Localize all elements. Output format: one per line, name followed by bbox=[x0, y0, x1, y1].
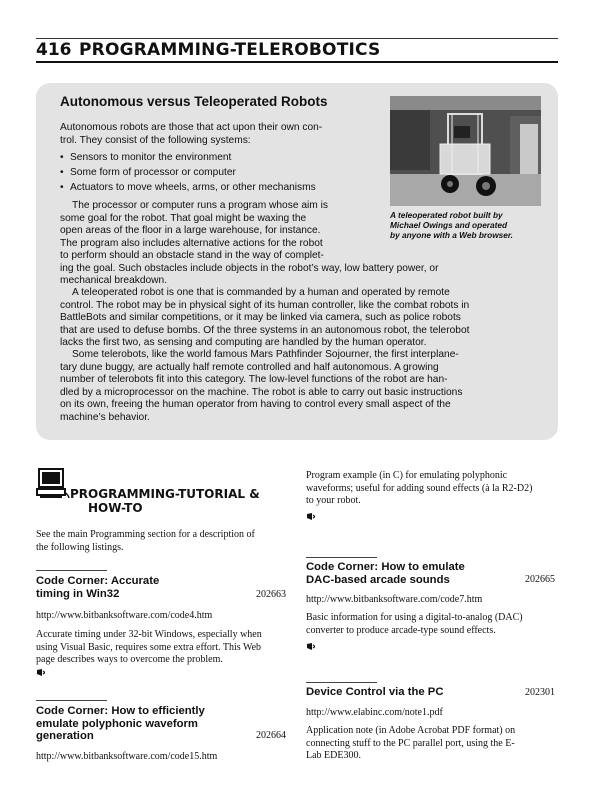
robot-photo-image bbox=[390, 96, 541, 206]
entry-url[interactable]: http://www.bitbanksoftware.com/code4.htm bbox=[36, 610, 213, 621]
bullet-item: • Some form of processor or computer bbox=[60, 167, 236, 178]
divider bbox=[36, 570, 107, 571]
entry-title: Code Corner: How to emulate DAC-based arcade sounds bbox=[306, 561, 465, 586]
computer-icon bbox=[36, 468, 70, 500]
bullet-item: • Actuators to move wheels, arms, or other mechanisms bbox=[60, 182, 316, 193]
sidebar-paragraph: Some telerobots, like the world famous Mars Pathfinder Sojourner, the first interplane- tary dune buggy, are actually half remote controlled and half autonomous. A growing number of telerobots fit into this category. The low-level functions of the robot are han- dled by a microprocessor on the machine. The robot is able to carry out basic instructions on its own, freeing the human operator from having to control every small aspect of the machine’s behavior. bbox=[60, 349, 463, 423]
speaker-icon bbox=[306, 642, 317, 651]
entry-title: Code Corner: How to efficiently emulate polyphonic waveform generation bbox=[36, 705, 205, 742]
entry-description: Basic information for using a digital-to-analog (DAC) converter to produce arcade-type sound effects. bbox=[306, 612, 523, 636]
speaker-icon bbox=[306, 512, 317, 521]
page-number: 416 bbox=[36, 40, 72, 60]
entry-number: 202665 bbox=[525, 574, 555, 585]
sidebar-paragraph: The processor or computer runs a program whose aim is some goal for the robot. That goal might be waxing the open areas of the floor in a large warehouse, for instance. The program also includes alternative actions for the robot to perform should an obstacle stand in the way of complet- ing the goal. Such obstacles include objects in the robot’s way, low battery power, or mechanical breakdown. bbox=[60, 200, 439, 286]
page-header-title: PROGRAMMING-TELEROBOTICS bbox=[79, 40, 381, 60]
bullet-icon: • bbox=[60, 167, 64, 178]
entry-description: Accurate timing under 32-bit Windows, especially when using Visual Basic, requires some extra effort. This Web page describes ways to overcome the problem. bbox=[36, 629, 262, 665]
divider bbox=[306, 557, 377, 558]
entry-description: Program example (in C) for emulating polyphonic waveforms; useful for adding sound effects (à la R2-D2) to your robot. bbox=[306, 470, 533, 506]
bullet-icon: • bbox=[60, 152, 64, 163]
sidebar-paragraph: A teleoperated robot is one that is commanded by a human and operated by remote control. The robot may be in physical sight of its human controller, like the combat robots in BattleBots and similar competitions, or it may be linked via camera, such as police robots that are used to defuse bombs. Of the three systems in an autonomous robot, the telerobot lacks the first two, as sensing and computing are handled by the human operator. bbox=[60, 287, 470, 348]
bullet-item: • Sensors to monitor the environment bbox=[60, 152, 232, 163]
running-header bbox=[36, 38, 558, 63]
divider bbox=[36, 700, 107, 701]
divider bbox=[306, 682, 377, 683]
robot-photo bbox=[390, 96, 541, 206]
entry-description: Application note (in Adobe Acrobat PDF format) on connecting stuff to the PC parallel port, using the E- Lab EDE300. bbox=[306, 725, 516, 761]
sidebar-title: Autonomous versus Teleoperated Robots bbox=[60, 94, 328, 109]
section-title: PROGRAMMING-TUTORIAL & HOW-TO bbox=[70, 487, 260, 515]
entry-url[interactable]: http://www.bitbanksoftware.com/code15.htm bbox=[36, 751, 218, 762]
entry-title: Device Control via the PC bbox=[306, 686, 444, 698]
entry-title: Code Corner: Accurate timing in Win32 bbox=[36, 575, 160, 600]
entry-number: 202663 bbox=[256, 589, 286, 600]
entry-url[interactable]: http://www.bitbanksoftware.com/code7.htm bbox=[306, 594, 483, 605]
bullet-icon: • bbox=[60, 182, 64, 193]
section-intro: See the main Programming section for a description of the following listings. bbox=[36, 529, 255, 553]
photo-caption: A teleoperated robot built by Michael Owings and operated by anyone with a Web browser. bbox=[390, 210, 513, 240]
entry-number: 202664 bbox=[256, 730, 286, 741]
speaker-icon bbox=[36, 668, 47, 677]
entry-url[interactable]: http://www.elabinc.com/note1.pdf bbox=[306, 707, 443, 718]
entry-number: 202301 bbox=[525, 687, 555, 698]
sidebar-intro: Autonomous robots are those that act upon their own con- trol. They consist of the following systems: bbox=[60, 122, 323, 146]
sidebar-box bbox=[36, 83, 558, 440]
